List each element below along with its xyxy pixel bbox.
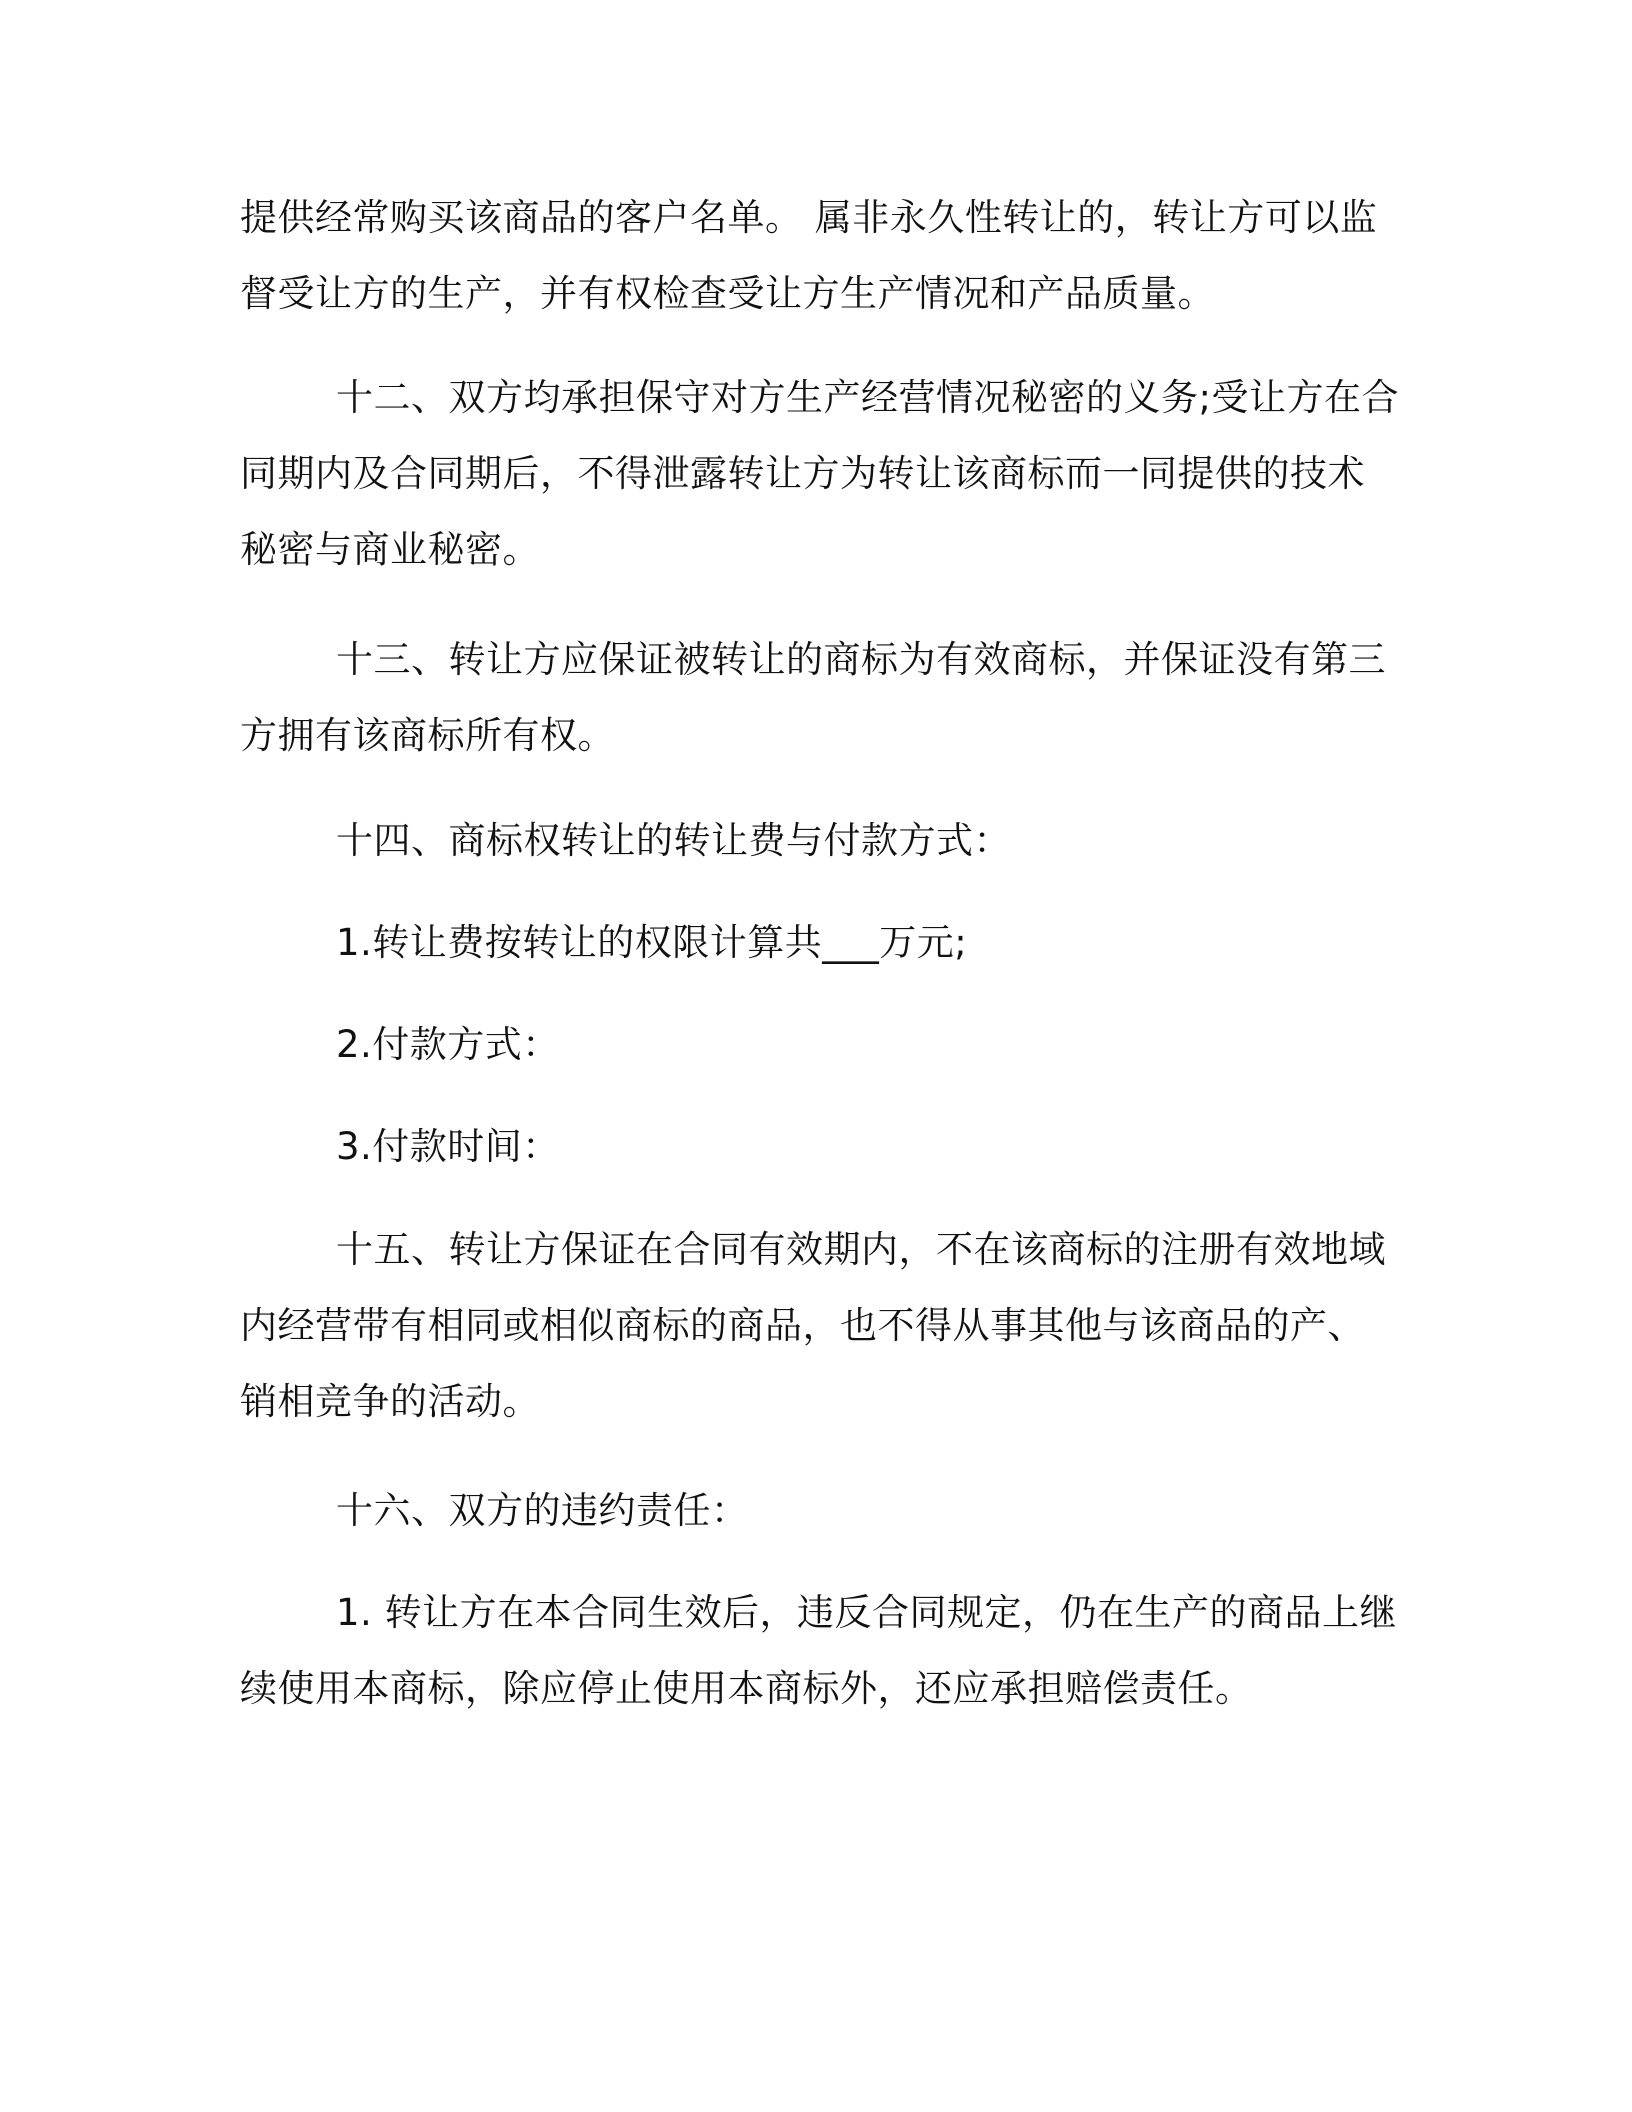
paragraph-breach-item-1: 1. 转让方在本合同生效后，违反合同规定，仍在生产的商品上继续使用本商标，除应停止使用本商标外，还应承担赔偿责任。 [240, 1591, 1398, 1710]
paragraph-payment-time: 3.付款时间： [336, 1125, 560, 1168]
paragraph-clause-15: 十五、转让方保证在合同有效期内，不在该商标的注册有效地域内经营带有相同或相似商标的商品，也不得从事其他与该商品的产、销相竞争的活动。 [240, 1228, 1386, 1423]
paragraph-payment-method: 2.付款方式： [336, 1023, 560, 1066]
paragraph-clause-14: 十四、商标权转让的转让费与付款方式： [336, 819, 1011, 862]
paragraph-transfer-fee: 1.转让费按转让的权限计算共___万元; [336, 921, 968, 964]
paragraph-clause-12: 十二、双方均承担保守对方生产经营情况秘密的义务;受让方在合同期内及合同期后，不得泄露转让方为转让该商标而一同提供的技术秘密与商业秘密。 [240, 376, 1399, 571]
paragraph-clause-16: 十六、双方的违约责任： [336, 1489, 749, 1532]
paragraph-customer-list: 提供经常购买该商品的客户名单。 属非永久性转让的，转让方可以监督受让方的生产，并有权检查受让方生产情况和产品质量。 [240, 196, 1378, 315]
paragraph-clause-13: 十三、转让方应保证被转让的商标为有效商标，并保证没有第三方拥有该商标所有权。 [240, 638, 1386, 757]
